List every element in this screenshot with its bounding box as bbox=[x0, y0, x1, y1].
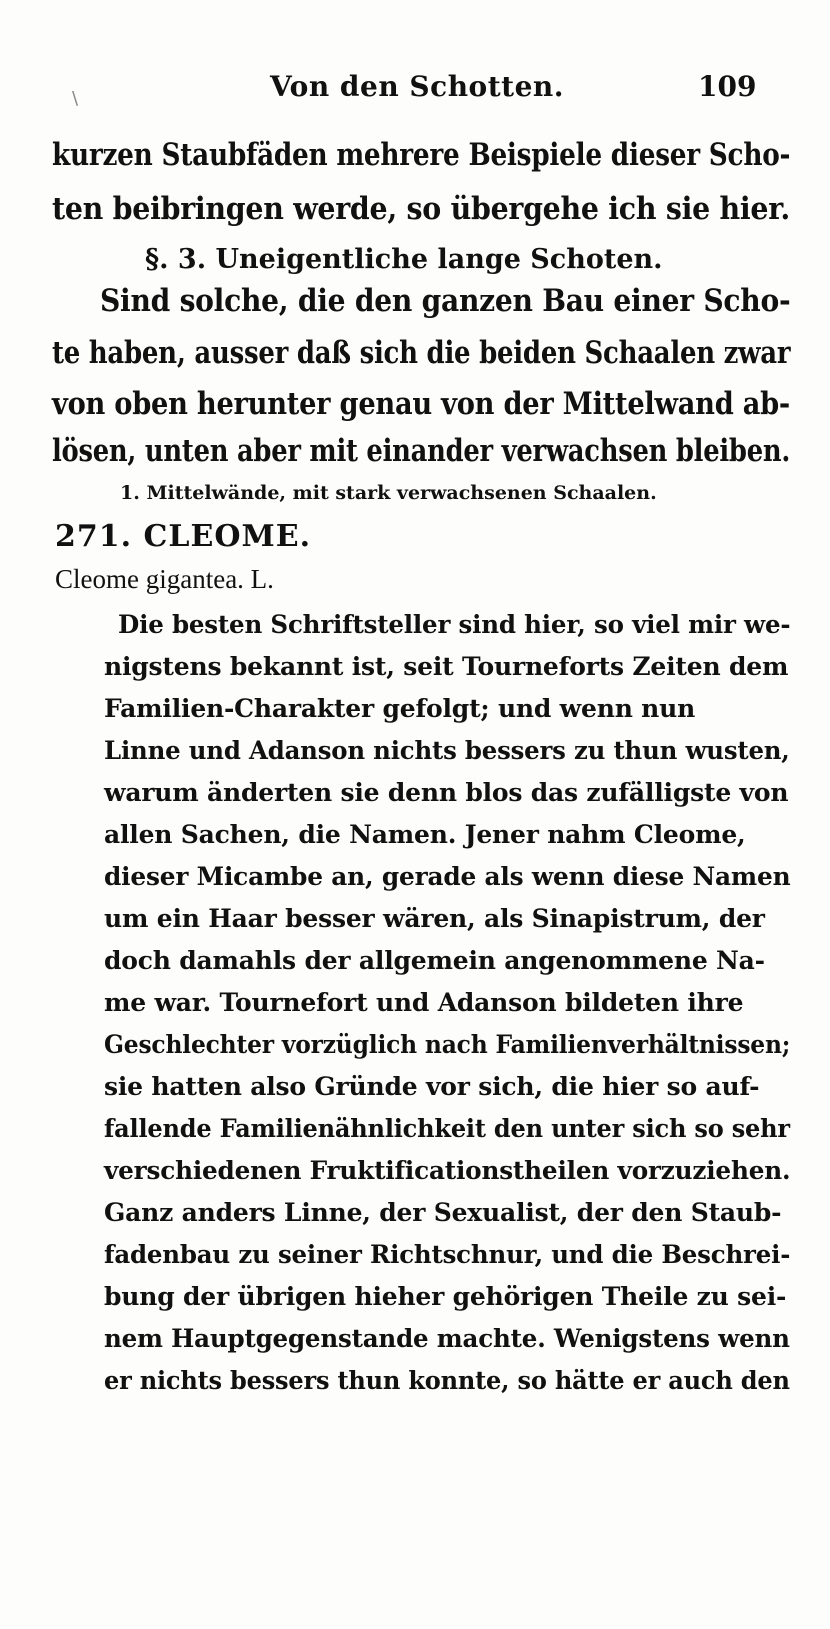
text-line: verschiedenen Fruktificationstheilen vorzuziehen. bbox=[104, 1156, 791, 1185]
text-line: Geschlechter vorzüglich nach Familienverhältnissen; bbox=[104, 1030, 791, 1059]
text-line: Ganz anders Linne, der Sexualist, der den Staub- bbox=[104, 1198, 782, 1227]
text-line: fallende Familienähnlichkeit den unter sich so sehr bbox=[104, 1114, 790, 1143]
text-line: allen Sachen, die Namen. Jener nahm Cleome, bbox=[104, 820, 746, 849]
text-line: von oben herunter genau von der Mittelwand ab- bbox=[52, 386, 790, 422]
entry-number: 271. bbox=[55, 519, 133, 554]
text-line: fadenbau zu seiner Richtschnur, und die Beschrei- bbox=[104, 1240, 791, 1269]
text-line: nem Hauptgegenstande machte. Wenigstens wenn bbox=[104, 1324, 790, 1353]
text-line: dieser Micambe an, gerade als wenn diese Namen bbox=[104, 862, 791, 891]
text-line: warum änderten sie denn blos das zufälligste von bbox=[104, 778, 789, 807]
text-line: Sind solche, die den ganzen Bau einer Scho- bbox=[100, 283, 791, 319]
running-head: Von den Schotten. bbox=[270, 70, 565, 103]
text-line: me war. Tournefort und Adanson bildeten ihre bbox=[104, 988, 744, 1017]
text-line: doch damahls der allgemein angenommene Na- bbox=[104, 946, 765, 975]
text-line: um ein Haar besser wären, als Sinapistrum, der bbox=[104, 904, 765, 933]
text-line: Die besten Schriftsteller sind hier, so viel mir we- bbox=[118, 610, 791, 639]
page-speck: \ bbox=[72, 88, 79, 109]
text-line: kurzen Staubfäden mehrere Beispiele dieser Scho- bbox=[52, 137, 791, 173]
subsection-heading: 1. Mittelwände, mit stark verwachsenen Schaalen. bbox=[120, 482, 657, 504]
page-header bbox=[270, 70, 770, 118]
entry-heading bbox=[55, 519, 312, 554]
text-line: lösen, unten aber mit einander verwachsen bleiben. bbox=[52, 433, 791, 469]
section-heading: §. 3. Uneigentliche lange Schoten. bbox=[145, 244, 663, 275]
text-line: er nichts bessers thun konnte, so hätte er auch den bbox=[104, 1366, 790, 1395]
text-line: sie hatten also Gründe vor sich, die hier so auf- bbox=[104, 1072, 760, 1101]
text-line: bung der übrigen hieher gehörigen Theile zu sei- bbox=[104, 1282, 787, 1311]
entry-genus: CLEOME. bbox=[143, 519, 312, 554]
text-line: te haben, ausser daß sich die beiden Schaalen zwar bbox=[52, 335, 791, 371]
species-name: Cleome gigantea. L. bbox=[55, 564, 274, 594]
page-number: 109 bbox=[698, 70, 757, 103]
text-line: Linne und Adanson nichts bessers zu thun wusten, bbox=[104, 736, 790, 765]
text-line: Familien-Charakter gefolgt; und wenn nun bbox=[104, 694, 696, 723]
text-line: nigstens bekannt ist, seit Tourneforts Zeiten dem bbox=[104, 652, 789, 681]
text-line: ten beibringen werde, so übergehe ich sie hier. bbox=[52, 191, 790, 227]
